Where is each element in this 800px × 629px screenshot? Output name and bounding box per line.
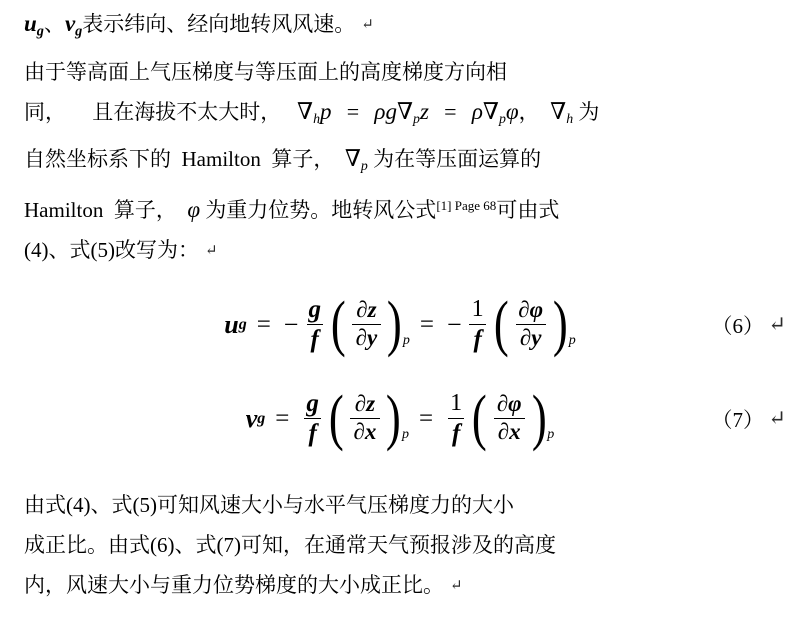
para2-line3: 内，风速大小与重力位势梯度的大小成正比。 ↵	[24, 572, 463, 597]
intro-line	[0, 4, 800, 52]
equation-6-partial1-numerator: ∂z	[356, 297, 377, 323]
equation-7-partial-2	[493, 392, 526, 445]
equation-6-group-2	[491, 290, 576, 359]
para2-line1: 由式(4)、式(5)可知风速大小与水平气压梯度力的大小	[24, 492, 514, 517]
para1-line1: 由于等高面上气压梯度与等压面上的高度梯度方向相	[24, 59, 507, 84]
equation-7-lhs: v	[245, 403, 258, 433]
para1-line3: 自然坐标系下的 Hamilton 算子， ∇p 为在等压面运算的	[24, 145, 542, 173]
left-paren-icon: (	[330, 290, 346, 359]
equation-6-partial-2	[514, 298, 547, 351]
left-paren-icon: (	[493, 290, 509, 359]
equation-6-lhs-sub: g	[238, 315, 247, 333]
equation-6-equals-2: =	[419, 310, 434, 338]
variable-vg: v	[64, 11, 76, 36]
equation-6-minus-2: −	[446, 309, 462, 339]
equation-6-subscript-p-2: p	[568, 332, 576, 348]
paragraph-mark-2: ↵	[204, 242, 218, 259]
equation-7-partial2-denominator: ∂x	[494, 418, 525, 445]
equation-6-minus: −	[283, 309, 299, 339]
para1-line5: (4)、式(5)改写为： ↵	[24, 237, 218, 262]
equation-6-group-1	[328, 290, 410, 359]
separator-1: 、	[43, 12, 65, 36]
equation-6-frac1-numerator: g	[308, 296, 321, 324]
equation-6-subscript-p-1: p	[402, 332, 410, 348]
equation-6-partial2-numerator: ∂φ	[518, 297, 544, 323]
citation-reference: [1] Page 68	[436, 197, 497, 213]
equation-6-partial-1	[352, 298, 382, 351]
paragraph-mark-3: ↵	[768, 312, 786, 337]
equation-6	[0, 281, 800, 369]
equation-7-partial-1	[350, 392, 381, 445]
equation-7-fraction-gf	[302, 390, 323, 447]
equation-6-partial1-denominator: ∂y	[352, 324, 382, 351]
left-paren-icon: (	[472, 384, 487, 453]
right-paren-icon: )	[531, 384, 547, 453]
equation-7-group-1	[326, 384, 410, 453]
equation-7-lhs-sub: g	[257, 409, 266, 427]
equation-6-frac2-denominator: f	[469, 324, 485, 353]
equation-6-fraction-gf	[304, 296, 325, 353]
equation-7-frac2-denominator: f	[448, 418, 464, 447]
para1-line2: 同， 且在海拔不太大时， ∇hp = ρg∇pz = ρ∇pφ， ∇h 为	[24, 98, 600, 126]
right-paren-icon: )	[386, 384, 402, 453]
equation-6-partial2-denominator: ∂y	[516, 324, 546, 351]
equation-7-frac2-numerator: 1	[450, 389, 463, 416]
para2-line2: 成正比。由式(6)、式(7)可知，在通常天气预报涉及的高度	[24, 532, 556, 557]
variable-vg-subscript: g	[75, 23, 83, 40]
equation-7-equals-2: =	[419, 404, 434, 432]
variable-ug-subscript: g	[36, 23, 44, 40]
equation-6-equals: =	[256, 310, 271, 338]
right-paren-icon: )	[553, 290, 568, 359]
paragraph-mark-1: ↵	[361, 17, 374, 33]
intro-line-text: 表示纬向、经向地转风风速。	[82, 12, 356, 36]
right-paren-icon: )	[387, 290, 402, 359]
equation-7-equals: =	[275, 404, 290, 432]
equation-7-group-2	[469, 384, 555, 453]
left-paren-icon: (	[328, 384, 344, 453]
equation-7-fraction-1f	[446, 391, 466, 447]
equation-7-partial1-denominator: ∂x	[350, 418, 381, 445]
equation-6-frac1-denominator: f	[307, 324, 323, 353]
equation-7-partial2-numerator: ∂φ	[496, 391, 522, 417]
equation-6-frac2-numerator: 1	[471, 295, 484, 322]
equation-7-number: （7）	[711, 407, 764, 432]
paragraph-mark-5: ↵	[450, 577, 463, 594]
variable-ug: u	[24, 11, 37, 36]
equation-6-fraction-1f	[468, 297, 488, 353]
equation-7	[0, 369, 800, 469]
equation-6-lhs: u	[224, 309, 239, 339]
equation-7-frac1-numerator: g	[306, 390, 319, 418]
equation-7-frac1-denominator: f	[304, 418, 320, 447]
paragraph-mark-4: ↵	[768, 406, 786, 431]
equation-7-subscript-p-1: p	[402, 426, 410, 442]
equation-7-subscript-p-2: p	[547, 426, 555, 442]
para1-line4: Hamilton 算子， φ 为重力位势。地转风公式$^{[1] Page 68}$可由式	[24, 196, 560, 222]
equation-6-number: （6）	[711, 313, 764, 338]
equation-7-partial1-numerator: ∂z	[354, 391, 376, 417]
